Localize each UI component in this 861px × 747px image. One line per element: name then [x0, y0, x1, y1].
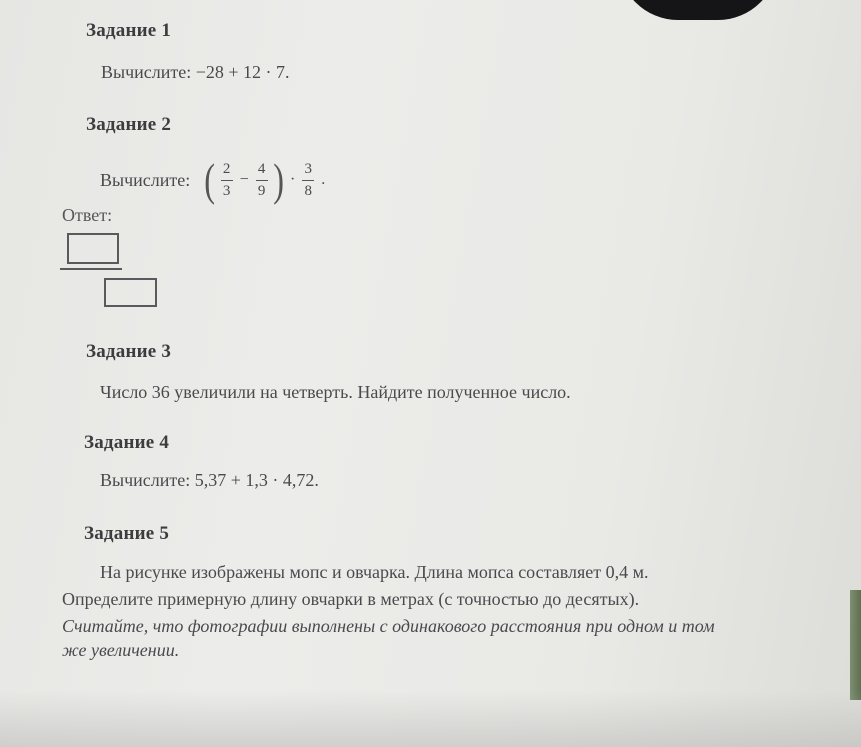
fraction-b — [256, 161, 268, 200]
task-2-expression — [100, 152, 329, 208]
task-4-title: Задание 4 — [84, 432, 170, 453]
fraction-c — [302, 161, 314, 200]
task-3-text: Число 36 увеличили на четверть. Найдите полученное число. — [100, 382, 571, 402]
image-edge-strip — [850, 590, 861, 700]
fraction-b-bar — [256, 180, 268, 181]
fraction-c-numerator: 3 — [304, 160, 313, 177]
task-5-line-3: Считайте, что фотографии выполнены с одинакового расстояния при одном и том — [62, 616, 715, 636]
task-5-title: Задание 5 — [84, 523, 170, 544]
fraction-a — [221, 161, 233, 200]
answer-denominator-box[interactable] — [104, 278, 157, 307]
dark-corner-shape — [618, 0, 778, 20]
task-5-line-2: Определите примерную длину овчарки в метрах (с точностью до десятых). — [62, 589, 640, 609]
fraction-b-numerator: 4 — [257, 160, 266, 177]
expression-end: . — [321, 171, 326, 188]
fraction-a-numerator: 2 — [222, 160, 231, 177]
minus-sign: − — [239, 171, 249, 188]
answer-label: Ответ: — [62, 205, 113, 225]
task-1-text: Вычислите: −28 + 12 · 7. — [101, 62, 290, 82]
open-paren: ( — [204, 154, 216, 205]
task-4-text: Вычислите: 5,37 + 1,3 · 4,72. — [100, 470, 319, 490]
bottom-shadow — [0, 690, 861, 747]
fraction-a-denominator: 3 — [222, 182, 231, 199]
task-3-title: Задание 3 — [86, 341, 172, 362]
task-1-title: Задание 1 — [86, 20, 172, 41]
task-2-title: Задание 2 — [86, 114, 172, 135]
answer-fraction-line — [60, 268, 122, 270]
fraction-a-bar — [221, 180, 233, 181]
fraction-c-bar — [302, 180, 314, 181]
task-5-line-4: же увеличении. — [62, 640, 180, 660]
close-paren: ) — [272, 154, 284, 205]
fraction-b-denominator: 9 — [257, 182, 266, 199]
times-sign: · — [289, 171, 296, 188]
task-2-label: Вычислите: — [100, 169, 191, 190]
task-5-line-1: На рисунке изображены мопс и овчарка. Длина мопса составляет 0,4 м. — [100, 562, 649, 582]
answer-numerator-box[interactable] — [67, 233, 119, 264]
fraction-c-denominator: 8 — [304, 182, 313, 199]
